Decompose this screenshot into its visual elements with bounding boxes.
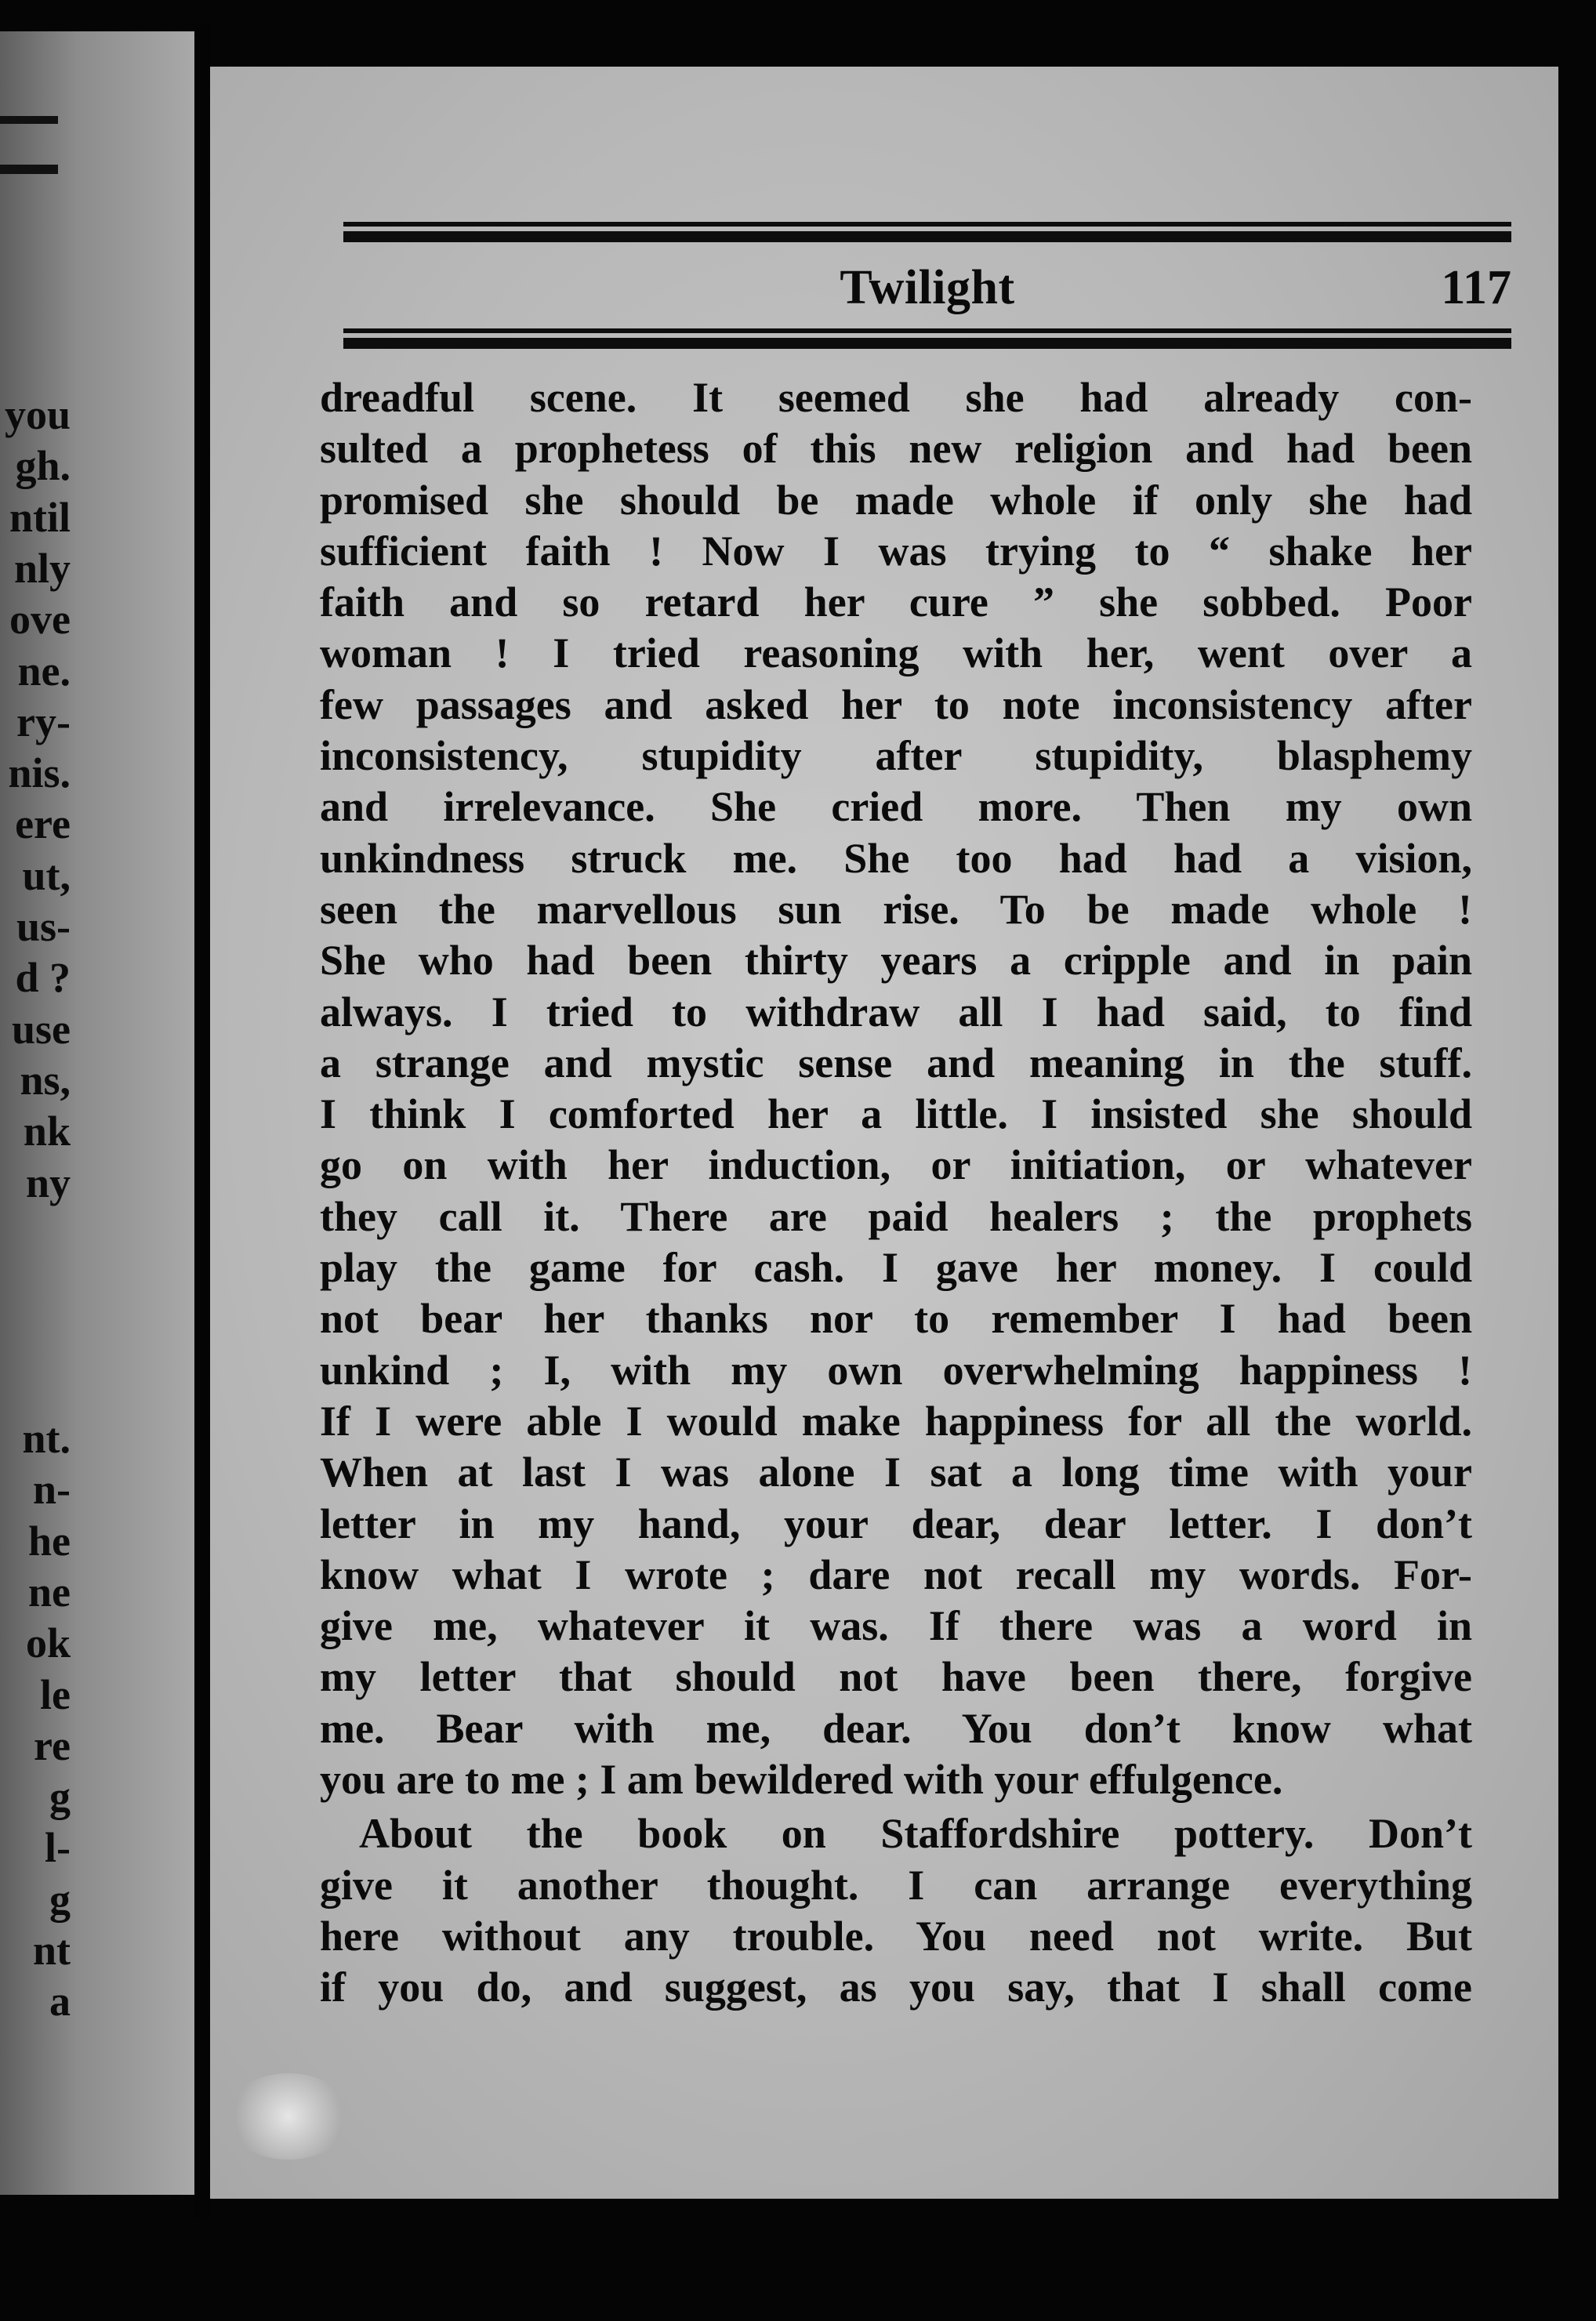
previous-page-line-fragment: use: [11, 1005, 71, 1053]
text-line: seen the marvellous sun rise. To be made whole !: [320, 885, 1472, 933]
text-line: woman ! I tried reasoning with her, went over a: [320, 629, 1472, 677]
text-line: I think I comforted her a little. I insisted she should: [320, 1090, 1472, 1138]
text-line: play the game for cash. I gave her money. I could: [320, 1244, 1472, 1292]
text-line: give it another thought. I can arrange everything: [320, 1861, 1472, 1909]
header-top-rule: [343, 231, 1511, 242]
text-line: go on with her induction, or initiation, or whatever: [320, 1141, 1472, 1189]
previous-page-edge: [0, 31, 194, 2195]
previous-page-line-fragment: us-: [16, 903, 71, 950]
running-header: [343, 251, 1511, 321]
previous-page-line-fragment: ne.: [17, 647, 71, 694]
previous-page-line-fragment: n-: [32, 1466, 71, 1514]
header-top-rule: [343, 222, 1511, 227]
text-line: inconsistency, stupidity after stupidity, blasphemy: [320, 732, 1472, 780]
previous-page-line-fragment: l-: [45, 1824, 71, 1872]
previous-page-line-fragment: ere: [15, 800, 71, 848]
book-page: [210, 67, 1558, 2199]
text-line: me. Bear with me, dear. You don’t know what: [320, 1704, 1472, 1752]
text-line: faith and so retard her cure ” she sobbed. Poor: [320, 578, 1472, 626]
text-line: sufficient faith ! Now I was trying to “ shake her: [320, 527, 1472, 575]
text-line: if you do, and suggest, as you say, that I shall come: [320, 1964, 1472, 2011]
text-line: When at last I was alone I sat a long time with your: [320, 1449, 1472, 1496]
text-line: She who had been thirty years a cripple and in pain: [320, 937, 1472, 985]
previous-page-line-fragment: ne: [28, 1568, 71, 1616]
previous-page-line-fragment: d ?: [15, 954, 71, 1002]
text-line: and irrelevance. She cried more. Then my own: [320, 783, 1472, 831]
text-line: my letter that should not have been there, forgive: [320, 1653, 1472, 1701]
header-bottom-rule: [343, 328, 1511, 333]
previous-page-line-fragment: ny: [25, 1159, 71, 1206]
previous-page-line-fragment: nk: [23, 1108, 71, 1155]
text-line: here without any trouble. You need not write. But: [320, 1912, 1472, 1960]
previous-page-line-fragment: ry-: [16, 698, 71, 745]
book-gutter: [194, 24, 210, 2218]
text-line: few passages and asked her to note inconsistency after: [320, 680, 1472, 728]
previous-page-line-fragment: g: [49, 1875, 71, 1923]
text-line: promised she should be made whole if only she had: [320, 476, 1472, 524]
previous-page-line-fragment: le: [40, 1670, 71, 1718]
text-line: they call it. There are paid healers ; the prophets: [320, 1192, 1472, 1240]
previous-page-line-fragment: re: [34, 1721, 71, 1769]
previous-page-line-fragment: nt.: [22, 1415, 71, 1462]
header-bottom-rule: [343, 338, 1511, 349]
previous-page-line-fragment: g: [49, 1773, 71, 1821]
previous-page-header-rule: [0, 165, 58, 174]
text-line: always. I tried to withdraw all I had said, to find: [320, 988, 1472, 1035]
text-line: unkind ; I, with my own overwhelming happiness !: [320, 1346, 1472, 1394]
text-line: give me, whatever it was. If there was a word in: [320, 1602, 1472, 1650]
text-line: not bear her thanks nor to remember I had been: [320, 1295, 1472, 1343]
text-line: letter in my hand, your dear, dear letter. I don’t: [320, 1500, 1472, 1547]
previous-page-line-fragment: ove: [9, 596, 71, 644]
text-line: you are to me ; I am bewildered with your effulgence.: [320, 1756, 1283, 1804]
previous-page-line-fragment: you: [4, 391, 71, 438]
previous-page-line-fragment: ns,: [20, 1056, 71, 1104]
previous-page-line-fragment: ntil: [9, 493, 71, 541]
previous-page-line-fragment: a: [49, 1978, 71, 2025]
previous-page-line-fragment: nly: [13, 544, 71, 592]
previous-page-line-fragment: he: [28, 1517, 71, 1565]
previous-page-line-fragment: nt: [32, 1927, 71, 1974]
page-number: 117: [1441, 261, 1511, 314]
previous-page-header-rule: [0, 116, 58, 124]
previous-page-line-fragment: nis.: [8, 749, 71, 797]
previous-page-line-fragment: ok: [25, 1619, 71, 1667]
body-text: [320, 372, 1472, 2014]
text-line: a strange and mystic sense and meaning in the stuff.: [320, 1039, 1472, 1086]
previous-page-line-fragment: ut,: [22, 851, 71, 899]
running-title: Twilight: [840, 261, 1015, 314]
text-line: dreadful scene. It seemed she had already con-: [320, 374, 1472, 421]
text-line: know what I wrote ; dare not recall my words. For-: [320, 1550, 1472, 1598]
paper-stain: [226, 2073, 351, 2160]
previous-page-line-fragment: gh.: [15, 442, 71, 490]
text-line: sulted a prophetess of this new religion and had been: [320, 425, 1472, 473]
text-line: About the book on Staffordshire pottery. Don’t: [359, 1810, 1472, 1858]
text-line: If I were able I would make happiness for all the world.: [320, 1397, 1472, 1445]
text-line: unkindness struck me. She too had had a vision,: [320, 834, 1472, 882]
